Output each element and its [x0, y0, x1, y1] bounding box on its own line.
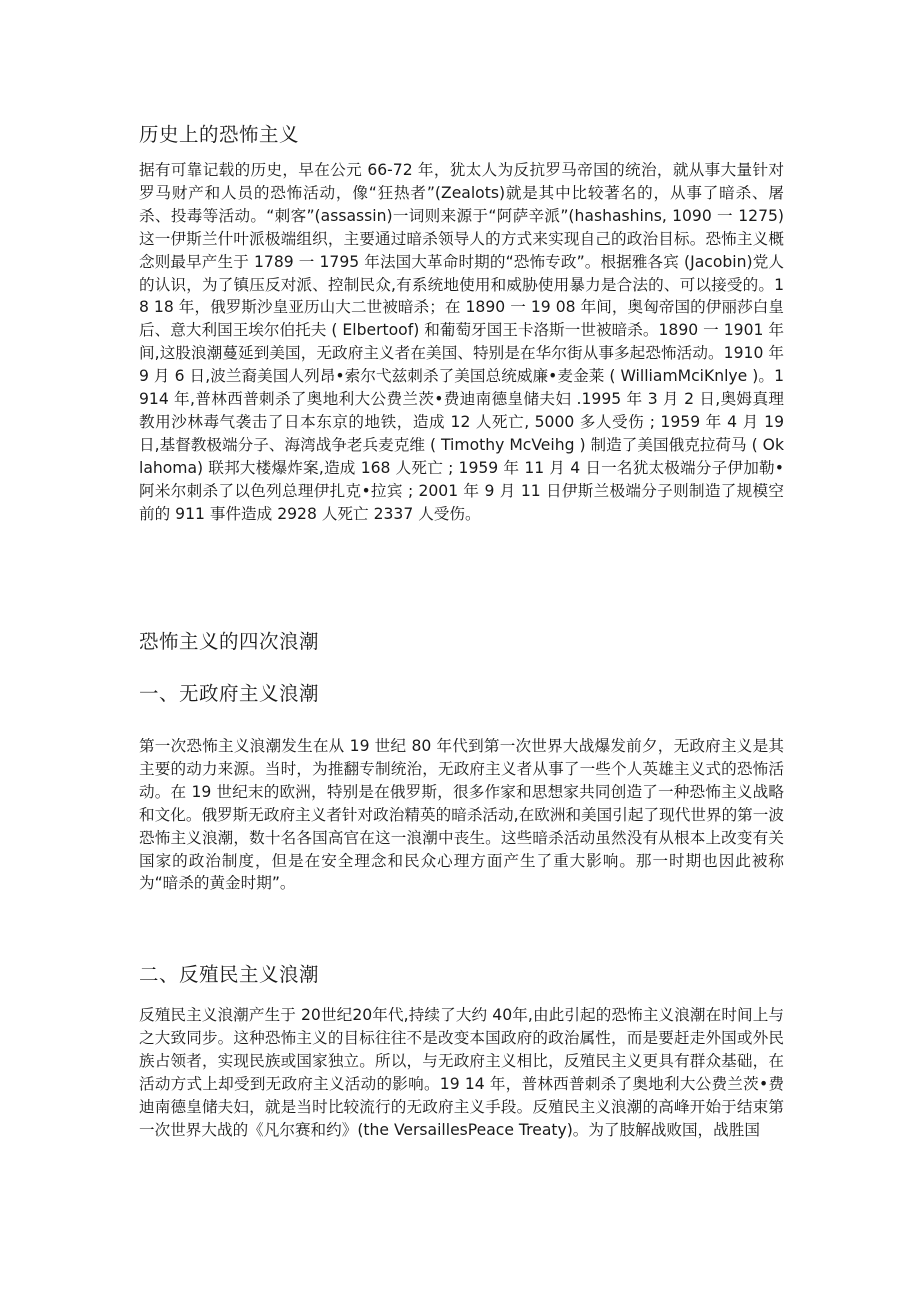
section-title-four-waves: 恐怖主义的四次浪潮: [139, 630, 320, 653]
paragraph-anticolonialism: 反殖民主义浪潮产生于 20世纪20年代,持续了大约 40年,由此引起的恐怖主义浪潮在时间上与之大致同步。这种恐怖主义的目标往往不是改变本国政府的政治属性，而是要赶走外国或外民族占领者，实现民族或国家独立。所以，与无政府主义相比，反殖民主义更具有群众基础，在活动方式上却受到无政府主义活动的影响。19 14 年，普林西普刺杀了奥地利大公费兰茨•费迪南德皇储夫妇，就是当时比较流行的无政府主义手段。反殖民主义浪潮的高峰开始于结束第一次世界大战的《凡尔赛和约》(the VersaillesPeace Treaty)。为了肢解战败国，战胜国: [139, 1006, 785, 1139]
subsection-title-anarchism: 一、无政府主义浪潮: [139, 682, 320, 705]
subsection-title-anticolonialism: 二、反殖民主义浪潮: [139, 963, 320, 986]
paragraph-anarchism: 第一次恐怖主义浪潮发生在从 19 世纪 80 年代到第一次世界大战爆发前夕，无政府主义是其主要的动力来源。当时，为推翻专制统治，无政府主义者从事了一些个人英雄主义式的恐怖活动。在 19 世纪末的欧洲，特别是在俄罗斯，很多作家和思想家共同创造了一种恐怖主义战略和文化。俄罗斯无政府主义者针对政治精英的暗杀活动,在欧洲和美国引起了现代世界的第一波恐怖主义浪潮，数十名各国高官在这一浪潮中丧生。这些暗杀活动虽然没有从根本上改变有关国家的政治制度，但是在安全理念和民众心理方面产生了重大影响。那一时期也因此被称为“暗杀的黄金时期”。: [139, 737, 784, 893]
section-title-history: 历史上的恐怖主义: [139, 123, 300, 146]
paragraph-history: 据有可靠记载的历史，早在公元 66-72 年，犹太人为反抗罗马帝国的统治，就从事大量针对罗马财产和人员的恐怖活动，像“狂热者”(Zealots)就是其中比较著名的，从事了暗杀、屠杀、投毒等活动。“刺客”(assassin)一词则来源于“阿萨辛派”(hashashins, 1090 一 1275)这一伊斯兰什叶派极端组织，主要通过暗杀领导人的方式来实现自己的政治目标。恐怖主义概念则最早产生于 1789 一 1795 年法国大革命时期的“恐怖专政”。根据雅各宾 (Jacobin)党人的认识，为了镇压反对派、控制民众,有系统地使用和威胁使用暴力是合法的、可以接受的。18 18 年，俄罗斯沙皇亚历山大二世被暗杀；在 1890 一 19 08 年间，奥匈帝国的伊丽莎白皇后、意大利国王埃尔伯托夫 ( Elbertoof) 和葡萄牙国王卡洛斯一世被暗杀。1890 一 1901 年间,这股浪潮蔓延到美国，无政府主义者在美国、特别是在华尔街从事多起恐怖活动。1910 年 9 月 6 日,波兰裔美国人列昂•索尔弋兹刺杀了美国总统威廉•麦金莱 ( WilliamMciKnlye )。1914 年,普林西普刺杀了奥地利大公费兰茨•费迪南德皇储夫妇 .1995 年 3 月 2 日,奥姆真理教用沙林毒气袭击了日本东京的地铁，造成 12 人死亡, 5000 多人受伤 ; 1959 年 4 月 19 日,基督教极端分子、海湾战争老兵麦克维 ( Timothy McVeihg ) 制造了美国俄克拉荷马 ( Oklahoma) 联邦大楼爆炸案,造成 168 人死亡 ; 1959 年 11 月 4 日一名犹太极端分子伊加勒•阿米尔刺杀了以色列总理伊扎克•拉宾 ; 2001 年 9 月 11 日伊斯兰极端分子则制造了规模空前的 911 事件造成 2928 人死亡 2337 人受伤。: [139, 161, 784, 523]
